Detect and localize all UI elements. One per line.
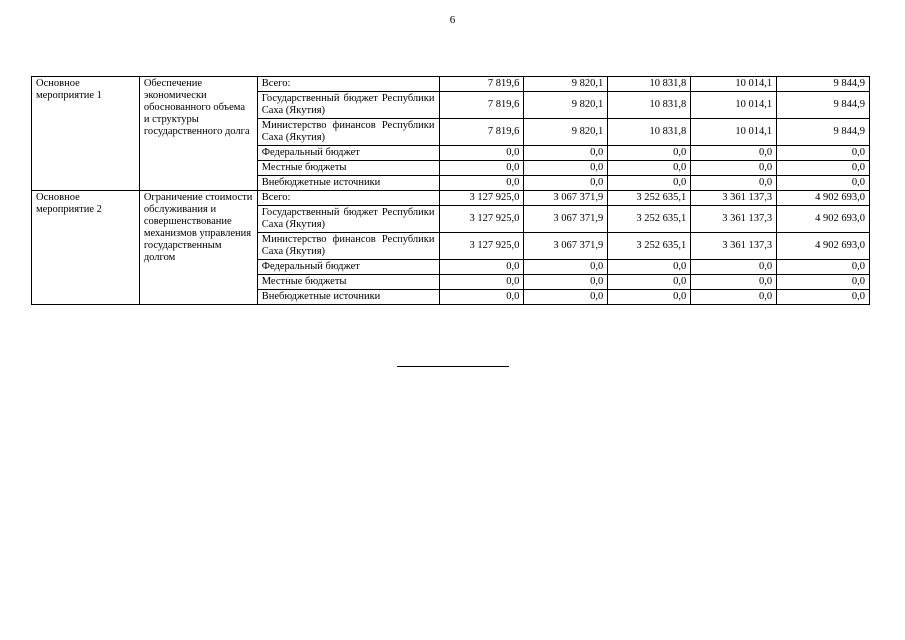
amount-cell: 3 361 137,3 bbox=[691, 233, 777, 260]
amount-cell: 10 014,1 bbox=[691, 77, 777, 92]
funding-source-cell: Федеральный бюджет bbox=[257, 260, 439, 275]
amount-cell: 0,0 bbox=[608, 176, 691, 191]
page-number: 6 bbox=[449, 14, 456, 26]
description-cell: Ограничение стоимости обслуживания и совершенствование механизмов управления государственным долгом bbox=[139, 191, 257, 305]
amount-cell: 0,0 bbox=[777, 161, 870, 176]
amount-cell: 0,0 bbox=[524, 260, 608, 275]
amount-cell: 3 067 371,9 bbox=[524, 206, 608, 233]
amount-cell: 4 902 693,0 bbox=[777, 233, 870, 260]
amount-cell: 3 127 925,0 bbox=[439, 206, 524, 233]
amount-cell: 0,0 bbox=[777, 176, 870, 191]
funding-source-cell: Внебюджетные источники bbox=[257, 290, 439, 305]
amount-cell: 0,0 bbox=[777, 260, 870, 275]
amount-cell: 10 831,8 bbox=[608, 92, 691, 119]
amount-cell: 9 820,1 bbox=[524, 119, 608, 146]
amount-cell: 0,0 bbox=[777, 146, 870, 161]
amount-cell: 0,0 bbox=[608, 161, 691, 176]
amount-cell: 9 844,9 bbox=[777, 92, 870, 119]
amount-cell: 0,0 bbox=[691, 161, 777, 176]
amount-cell: 0,0 bbox=[439, 290, 524, 305]
amount-cell: 0,0 bbox=[777, 290, 870, 305]
amount-cell: 9 820,1 bbox=[524, 92, 608, 119]
amount-cell: 3 067 371,9 bbox=[524, 191, 608, 206]
amount-cell: 10 014,1 bbox=[691, 92, 777, 119]
activity-cell: Основное мероприятие 1 bbox=[32, 77, 140, 191]
amount-cell: 3 252 635,1 bbox=[608, 191, 691, 206]
amount-cell: 7 819,6 bbox=[439, 119, 524, 146]
table-body bbox=[32, 77, 870, 305]
amount-cell: 10 831,8 bbox=[608, 119, 691, 146]
amount-cell: 0,0 bbox=[777, 275, 870, 290]
amount-cell: 0,0 bbox=[691, 290, 777, 305]
amount-cell: 0,0 bbox=[439, 260, 524, 275]
funding-source-cell: Внебюджетные источники bbox=[257, 176, 439, 191]
amount-cell: 3 127 925,0 bbox=[439, 191, 524, 206]
amount-cell: 0,0 bbox=[608, 275, 691, 290]
amount-cell: 0,0 bbox=[608, 146, 691, 161]
amount-cell: 3 252 635,1 bbox=[608, 233, 691, 260]
budget-table bbox=[31, 76, 870, 305]
amount-cell: 10 831,8 bbox=[608, 77, 691, 92]
funding-source-cell: Местные бюджеты bbox=[257, 275, 439, 290]
funding-source-cell: Местные бюджеты bbox=[257, 161, 439, 176]
amount-cell: 0,0 bbox=[524, 176, 608, 191]
amount-cell: 0,0 bbox=[524, 146, 608, 161]
amount-cell: 3 252 635,1 bbox=[608, 206, 691, 233]
amount-cell: 7 819,6 bbox=[439, 77, 524, 92]
amount-cell: 3 127 925,0 bbox=[439, 233, 524, 260]
amount-cell: 0,0 bbox=[524, 275, 608, 290]
amount-cell: 3 361 137,3 bbox=[691, 191, 777, 206]
footer-divider bbox=[397, 366, 509, 367]
amount-cell: 9 844,9 bbox=[777, 77, 870, 92]
description-cell: Обеспечение экономически обоснованного объема и структуры государственного долга bbox=[139, 77, 257, 191]
amount-cell: 0,0 bbox=[691, 146, 777, 161]
amount-cell: 0,0 bbox=[524, 161, 608, 176]
amount-cell: 7 819,6 bbox=[439, 92, 524, 119]
funding-source-cell: Федеральный бюджет bbox=[257, 146, 439, 161]
amount-cell: 9 820,1 bbox=[524, 77, 608, 92]
amount-cell: 0,0 bbox=[439, 176, 524, 191]
table-row bbox=[32, 191, 870, 206]
amount-cell: 0,0 bbox=[439, 161, 524, 176]
amount-cell: 0,0 bbox=[524, 290, 608, 305]
table-row bbox=[32, 77, 870, 92]
amount-cell: 0,0 bbox=[691, 275, 777, 290]
funding-source-cell: Министерство финансов Республики Саха (Якутия) bbox=[257, 233, 439, 260]
amount-cell: 0,0 bbox=[608, 290, 691, 305]
amount-cell: 0,0 bbox=[439, 275, 524, 290]
amount-cell: 4 902 693,0 bbox=[777, 191, 870, 206]
amount-cell: 0,0 bbox=[691, 176, 777, 191]
amount-cell: 4 902 693,0 bbox=[777, 206, 870, 233]
amount-cell: 0,0 bbox=[691, 260, 777, 275]
amount-cell: 3 067 371,9 bbox=[524, 233, 608, 260]
amount-cell: 0,0 bbox=[439, 146, 524, 161]
funding-source-cell: Всего: bbox=[257, 191, 439, 206]
amount-cell: 10 014,1 bbox=[691, 119, 777, 146]
amount-cell: 0,0 bbox=[608, 260, 691, 275]
funding-source-cell: Министерство финансов Республики Саха (Якутия) bbox=[257, 119, 439, 146]
funding-source-cell: Всего: bbox=[257, 77, 439, 92]
funding-source-cell: Государственный бюджет Республики Саха (Якутия) bbox=[257, 92, 439, 119]
amount-cell: 9 844,9 bbox=[777, 119, 870, 146]
amount-cell: 3 361 137,3 bbox=[691, 206, 777, 233]
funding-source-cell: Государственный бюджет Республики Саха (Якутия) bbox=[257, 206, 439, 233]
activity-cell: Основное мероприятие 2 bbox=[32, 191, 140, 305]
